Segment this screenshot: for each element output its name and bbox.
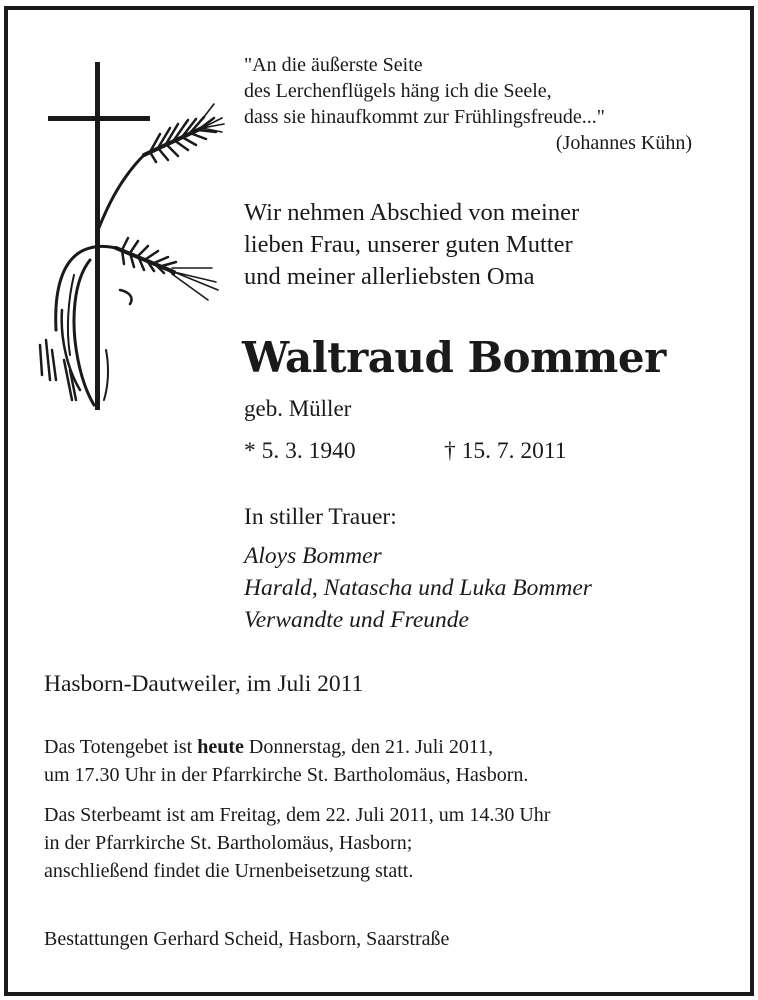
quote-block — [244, 52, 714, 156]
prayer-service-line — [44, 733, 734, 761]
mourner-name: Harald, Natascha und Luka Bommer — [244, 575, 592, 601]
mourner-name: Verwandte und Freunde — [244, 607, 469, 633]
cross-with-wheat-icon — [34, 60, 229, 415]
prayer-service-line: um 17.30 Uhr in der Pfarrkirche St. Bartholomäus, Hasborn. — [44, 764, 529, 786]
death-date: † 15. 7. 2011 — [444, 438, 567, 464]
quote-author: (Johannes Kühn) — [555, 132, 692, 154]
place-and-date: Hasborn-Dautweiler, im Juli 2011 — [44, 671, 364, 697]
quote-line: "An die äußerste Seite — [244, 54, 423, 76]
maiden-name: geb. Müller — [244, 396, 352, 421]
requiem-line: anschließend findet die Urnenbeisetzung statt. — [44, 860, 414, 882]
undertaker-info: Bestattungen Gerhard Scheid, Hasborn, Saarstraße — [44, 928, 450, 950]
prayer-text-after: Donnerstag, den 21. Juli 2011, — [243, 736, 494, 758]
quote-line: dass sie hinaufkommt zur Frühlingsfreude..." — [244, 106, 605, 128]
intro-line: Wir nehmen Abschied von meiner — [244, 199, 580, 226]
prayer-highlight: heute — [197, 736, 244, 758]
mourning-heading: In stiller Trauer: — [244, 504, 397, 530]
birth-date: * 5. 3. 1940 — [244, 438, 356, 464]
intro-line: und meiner allerliebsten Oma — [244, 263, 535, 290]
deceased-name: Waltraud Bommer — [242, 333, 666, 382]
mourners-list — [244, 540, 724, 636]
prayer-service-info — [44, 733, 734, 789]
farewell-intro — [244, 197, 724, 293]
requiem-info — [44, 801, 734, 885]
mourner-name: Aloys Bommer — [244, 543, 382, 569]
requiem-line: in der Pfarrkirche St. Bartholomäus, Hasborn; — [44, 832, 413, 854]
quote-line: des Lerchenflügels häng ich die Seele, — [244, 80, 552, 102]
intro-line: lieben Frau, unserer guten Mutter — [244, 231, 573, 258]
life-dates — [244, 435, 724, 467]
prayer-text-before: Das Totengebet ist — [44, 736, 198, 758]
requiem-line: Das Sterbeamt ist am Freitag, dem 22. Juli 2011, um 14.30 Uhr — [44, 804, 551, 826]
